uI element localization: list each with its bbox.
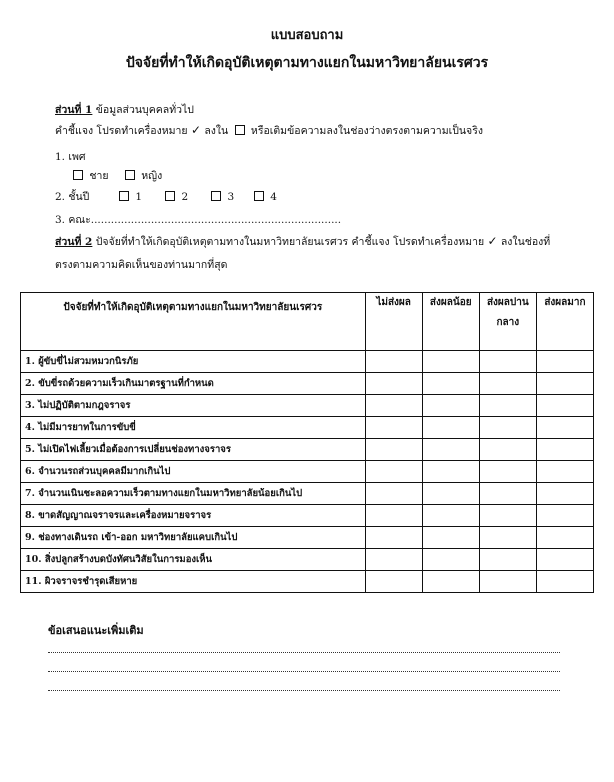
table-row xyxy=(21,417,594,439)
rating-cell[interactable] xyxy=(479,527,536,549)
rating-cell[interactable] xyxy=(422,351,479,373)
rating-cell[interactable] xyxy=(536,549,593,571)
table-row xyxy=(21,483,594,505)
rating-cell[interactable] xyxy=(365,571,422,593)
rating-cell[interactable] xyxy=(422,373,479,395)
year-1-checkbox[interactable] xyxy=(119,191,129,201)
rating-cell[interactable] xyxy=(365,351,422,373)
rating-cell[interactable] xyxy=(422,527,479,549)
rating-cell[interactable] xyxy=(536,439,593,461)
rating-cell[interactable] xyxy=(536,483,593,505)
factors-table xyxy=(20,292,594,593)
rating-cell[interactable] xyxy=(479,373,536,395)
factor-label: 11. ผิวจราจรชำรุดเสียหาย xyxy=(21,571,366,593)
factor-label: 6. จำนวนรถส่วนบุคคลมีมากเกินไป xyxy=(21,461,366,483)
rating-cell[interactable] xyxy=(536,395,593,417)
rating-cell[interactable] xyxy=(479,439,536,461)
header-high-effect: ส่งผลมาก xyxy=(536,293,593,351)
part1-heading-line xyxy=(55,101,194,118)
part2-text-suffix: ลงในช่องที่ xyxy=(500,236,551,248)
rating-cell[interactable] xyxy=(365,373,422,395)
q3-faculty-field[interactable]: 3. คณะ........................................................................... xyxy=(55,214,342,226)
rating-cell[interactable] xyxy=(536,417,593,439)
rating-cell[interactable] xyxy=(479,351,536,373)
part2-instruction xyxy=(55,233,550,250)
rating-cell[interactable] xyxy=(422,571,479,593)
rating-cell[interactable] xyxy=(479,417,536,439)
instruction-mid: ลงใน xyxy=(204,125,229,137)
table-row xyxy=(21,351,594,373)
suggestion-line[interactable] xyxy=(48,670,560,672)
rating-cell[interactable] xyxy=(422,549,479,571)
factor-label: 7. จำนวนเนินชะลอความเร็วตามทางแยกในมหาวิทยาลัยน้อยเกินไป xyxy=(21,483,366,505)
gender-female-checkbox[interactable] xyxy=(125,170,135,180)
rating-cell[interactable] xyxy=(536,527,593,549)
rating-cell[interactable] xyxy=(536,505,593,527)
rating-cell[interactable] xyxy=(536,351,593,373)
part2-text-prefix: ปัจจัยที่ทำให้เกิดอุบัติเหตุตามทางในมหาวิทยาลัยนเรศวร คำชี้แจง โปรดทำเครื่องหมาย xyxy=(95,236,485,248)
table-row xyxy=(21,461,594,483)
year-1-label: 1 xyxy=(135,191,143,203)
q2-label: 2. ชั้นปี xyxy=(55,191,90,203)
rating-cell[interactable] xyxy=(365,417,422,439)
table-row xyxy=(21,439,594,461)
gender-male-checkbox[interactable] xyxy=(73,170,83,180)
checkbox-icon xyxy=(235,125,245,135)
header-medium-effect: ส่งผลปาน กลาง xyxy=(479,293,536,351)
year-2-label: 2 xyxy=(181,191,189,203)
instruction-prefix: คำชี้แจง โปรดทำเครื่องหมาย xyxy=(55,125,188,137)
rating-cell[interactable] xyxy=(365,483,422,505)
rating-cell[interactable] xyxy=(365,505,422,527)
check-icon: ✓ xyxy=(487,234,498,248)
rating-cell[interactable] xyxy=(365,527,422,549)
rating-cell[interactable] xyxy=(479,571,536,593)
year-3-label: 3 xyxy=(227,191,235,203)
rating-cell[interactable] xyxy=(422,483,479,505)
rating-cell[interactable] xyxy=(422,395,479,417)
rating-cell[interactable] xyxy=(422,439,479,461)
year-2-checkbox[interactable] xyxy=(165,191,175,201)
year-3-checkbox[interactable] xyxy=(211,191,221,201)
rating-cell[interactable] xyxy=(536,571,593,593)
gender-female-label: หญิง xyxy=(141,170,163,182)
factor-label: 1. ผู้ขับขี่ไม่สวมหมวกนิรภัย xyxy=(21,351,366,373)
rating-cell[interactable] xyxy=(479,549,536,571)
table-row xyxy=(21,571,594,593)
header-low-effect: ส่งผลน้อย xyxy=(422,293,479,351)
rating-cell[interactable] xyxy=(422,417,479,439)
factor-label: 4. ไม่มีมารยาทในการขับขี่ xyxy=(21,417,366,439)
table-row xyxy=(21,373,594,395)
factor-label: 10. สิ่งปลูกสร้างบดบังทัศนวิสัยในการมองเห็น xyxy=(21,549,366,571)
suggestion-line[interactable] xyxy=(48,651,560,653)
factor-label: 9. ช่องทางเดินรถ เข้า-ออก มหาวิทยาลัยแคบเกินไป xyxy=(21,527,366,549)
rating-cell[interactable] xyxy=(365,461,422,483)
table-row xyxy=(21,549,594,571)
q1-label: 1. เพศ xyxy=(55,151,86,163)
header-no-effect: ไม่ส่งผล xyxy=(365,293,422,351)
rating-cell[interactable] xyxy=(422,461,479,483)
table-header-row xyxy=(21,293,594,351)
suggestions-label: ข้อเสนอแนะเพิ่มเติม xyxy=(48,624,144,637)
rating-cell[interactable] xyxy=(479,483,536,505)
q1-options xyxy=(70,167,162,184)
gender-male-label: ชาย xyxy=(89,170,109,182)
header-factor: ปัจจัยที่ทำให้เกิดอุบัติเหตุตามทางแยกในมหาวิทยาลัยนเรศวร xyxy=(21,293,366,351)
rating-cell[interactable] xyxy=(365,549,422,571)
part2-text-line2: ตรงตามความคิดเห็นของท่านมากที่สุด xyxy=(55,259,228,271)
check-icon: ✓ xyxy=(190,123,201,137)
suggestion-line[interactable] xyxy=(48,689,560,691)
rating-cell[interactable] xyxy=(479,505,536,527)
part1-heading: ส่วนที่ 1 xyxy=(55,104,93,116)
rating-cell[interactable] xyxy=(536,373,593,395)
factor-label: 3. ไม่ปฏิบัติตามกฎจราจร xyxy=(21,395,366,417)
rating-cell[interactable] xyxy=(422,505,479,527)
rating-cell[interactable] xyxy=(365,395,422,417)
part1-instruction xyxy=(55,122,483,139)
table-row xyxy=(21,527,594,549)
table-row xyxy=(21,505,594,527)
factor-label: 8. ขาดสัญญาณจราจรและเครื่องหมายจราจร xyxy=(21,505,366,527)
factor-label: 2. ขับขี่รถด้วยความเร็วเกินมาตรฐานที่กำหนด xyxy=(21,373,366,395)
year-4-checkbox[interactable] xyxy=(254,191,264,201)
rating-cell[interactable] xyxy=(536,461,593,483)
rating-cell[interactable] xyxy=(479,461,536,483)
page-title: แบบสอบถาม xyxy=(270,28,344,43)
year-4-label: 4 xyxy=(270,191,277,203)
factor-label: 5. ไม่เปิดไฟเลี้ยวเมื่อต้องการเปลี่ยนช่องทางจราจร xyxy=(21,439,366,461)
page-subtitle: ปัจจัยที่ทำให้เกิดอุบัติเหตุตามทางแยกในมหาวิทยาลัยนเรศวร xyxy=(125,55,489,71)
rating-cell[interactable] xyxy=(365,439,422,461)
q2-row xyxy=(55,188,277,205)
part2-heading: ส่วนที่ 2 xyxy=(55,236,93,248)
rating-cell[interactable] xyxy=(479,395,536,417)
instruction-suffix: หรือเติมข้อความลงในช่องว่างตรงตามความเป็นจริง xyxy=(250,125,483,137)
table-row xyxy=(21,395,594,417)
part1-heading-text: ข้อมูลส่วนบุคคลทั่วไป xyxy=(95,104,194,116)
